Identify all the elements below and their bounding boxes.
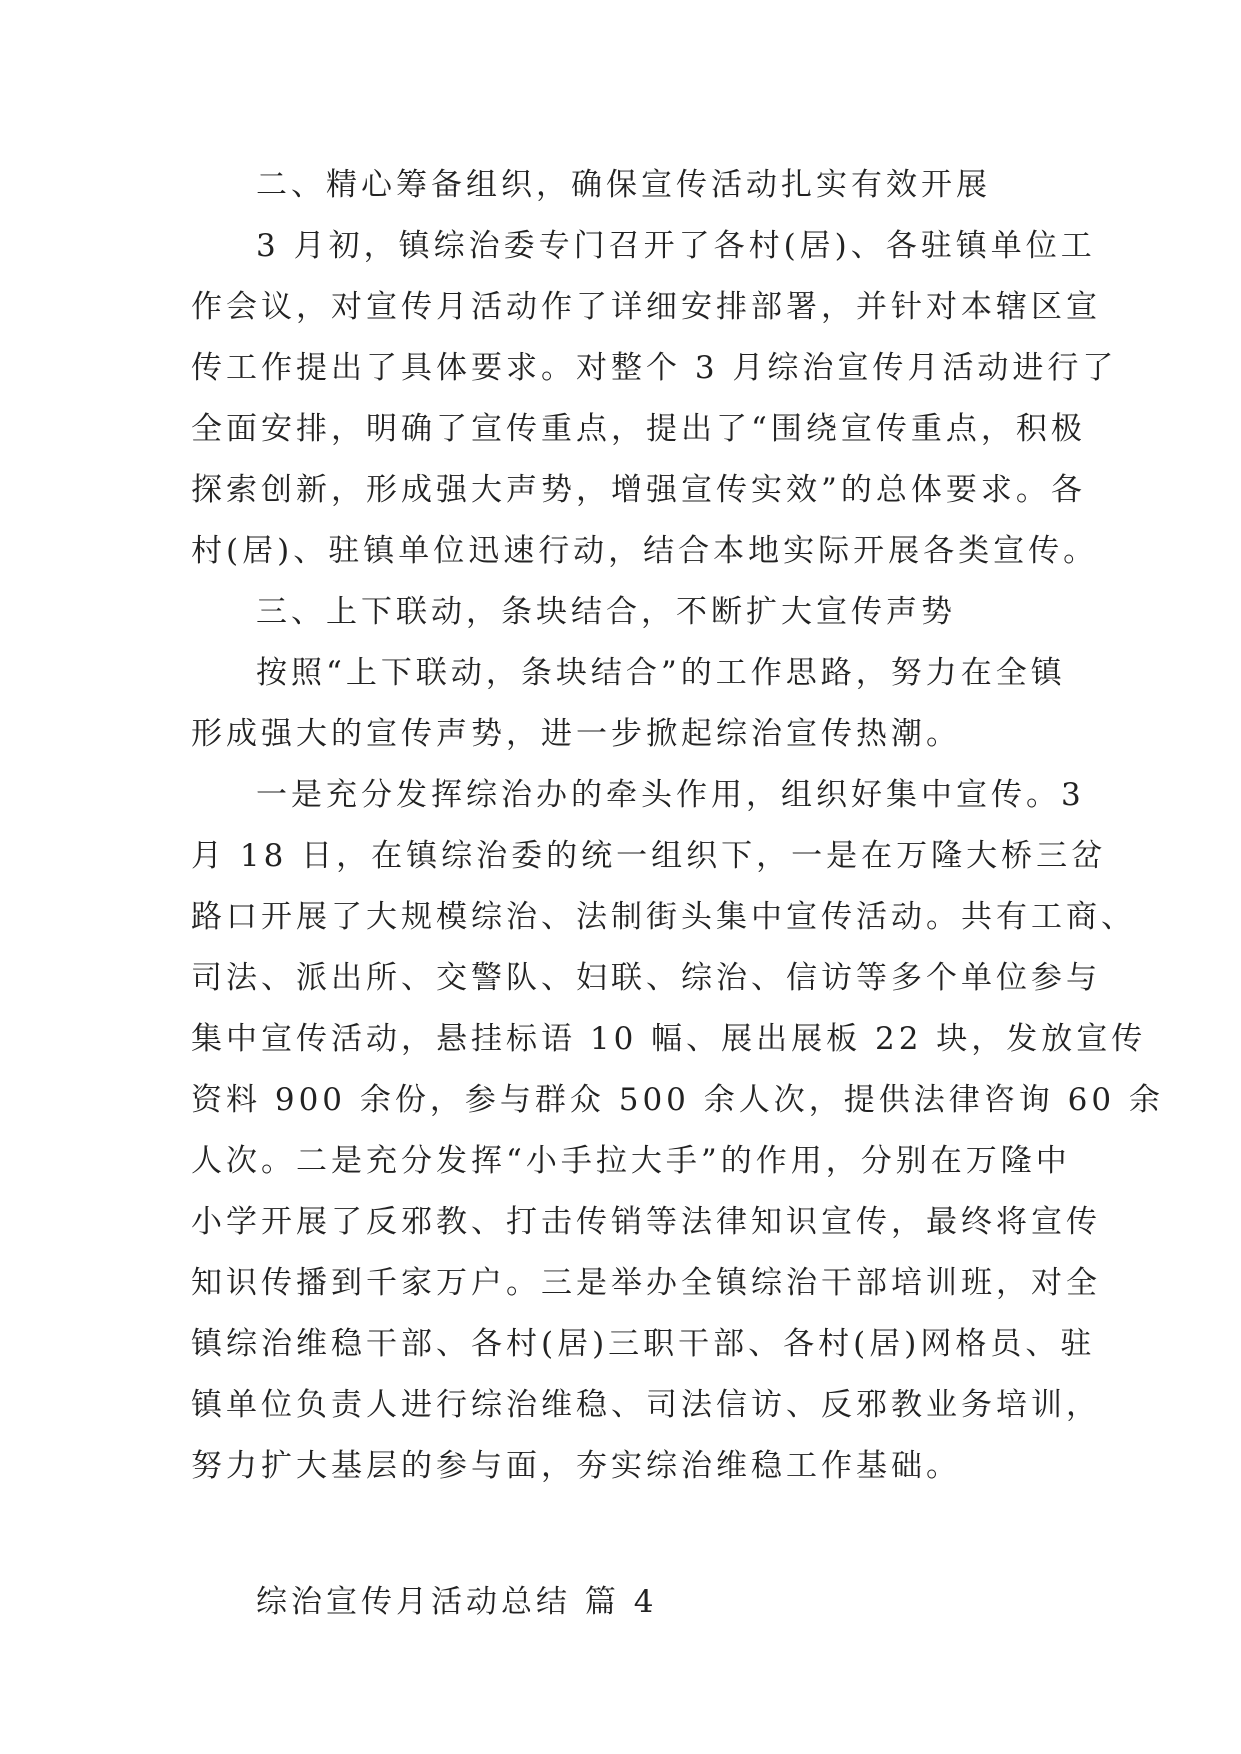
paragraph-line: 村(居)、驻镇单位迅速行动，结合本地实际开展各类宣传。 <box>191 533 1099 569</box>
paragraph-line: 镇综治维稳干部、各村(居)三职干部、各村(居)网格员、驻 <box>191 1326 1096 1362</box>
paragraph-line: 全面安排，明确了宣传重点，提出了“围绕宣传重点，积极 <box>191 411 1086 447</box>
paragraph-line: 形成强大的宣传声势，进一步掀起综治宣传热潮。 <box>191 716 961 752</box>
paragraph-line: 努力扩大基层的参与面，夯实综治维稳工作基础。 <box>191 1448 961 1484</box>
section-heading: 三、上下联动，条块结合，不断扩大宣传声势 <box>256 594 956 630</box>
paragraph-line: 司法、派出所、交警队、妇联、综治、信访等多个单位参与 <box>191 960 1101 996</box>
paragraph-line: 资料 900 余份，参与群众 500 余人次，提供法律咨询 60 余 <box>191 1082 1164 1118</box>
paragraph-line: 镇单位负责人进行综治维稳、司法信访、反邪教业务培训， <box>191 1387 1101 1423</box>
paragraph-line: 传工作提出了具体要求。对整个 3 月综治宣传月活动进行了 <box>191 350 1118 386</box>
paragraph-line: 按照“上下联动，条块结合”的工作思路，努力在全镇 <box>256 655 1066 691</box>
paragraph-line: 探索创新，形成强大声势，增强宣传实效”的总体要求。各 <box>191 472 1086 508</box>
paragraph-line: 知识传播到千家万户。三是举办全镇综治干部培训班，对全 <box>191 1265 1101 1301</box>
paragraph-line: 一是充分发挥综治办的牵头作用，组织好集中宣传。3 <box>256 777 1085 813</box>
section-heading: 二、精心筹备组织，确保宣传活动扎实有效开展 <box>256 167 991 203</box>
paragraph-line: 3 月初，镇综治委专门召开了各村(居)、各驻镇单位工 <box>256 228 1096 264</box>
paragraph-line: 集中宣传活动，悬挂标语 10 幅、展出展板 22 块，发放宣传 <box>191 1021 1147 1057</box>
section-title: 综治宣传月活动总结 篇 4 <box>256 1584 658 1620</box>
paragraph-line: 路口开展了大规模综治、法制街头集中宣传活动。共有工商、 <box>191 899 1136 935</box>
paragraph-line: 小学开展了反邪教、打击传销等法律知识宣传，最终将宣传 <box>191 1204 1101 1240</box>
paragraph-line: 作会议，对宣传月活动作了详细安排部署，并针对本辖区宣 <box>191 289 1101 325</box>
paragraph-line: 月 18 日，在镇综治委的统一组织下，一是在万隆大桥三岔 <box>191 838 1107 874</box>
paragraph-line: 人次。二是充分发挥“小手拉大手”的作用，分别在万隆中 <box>191 1143 1071 1179</box>
